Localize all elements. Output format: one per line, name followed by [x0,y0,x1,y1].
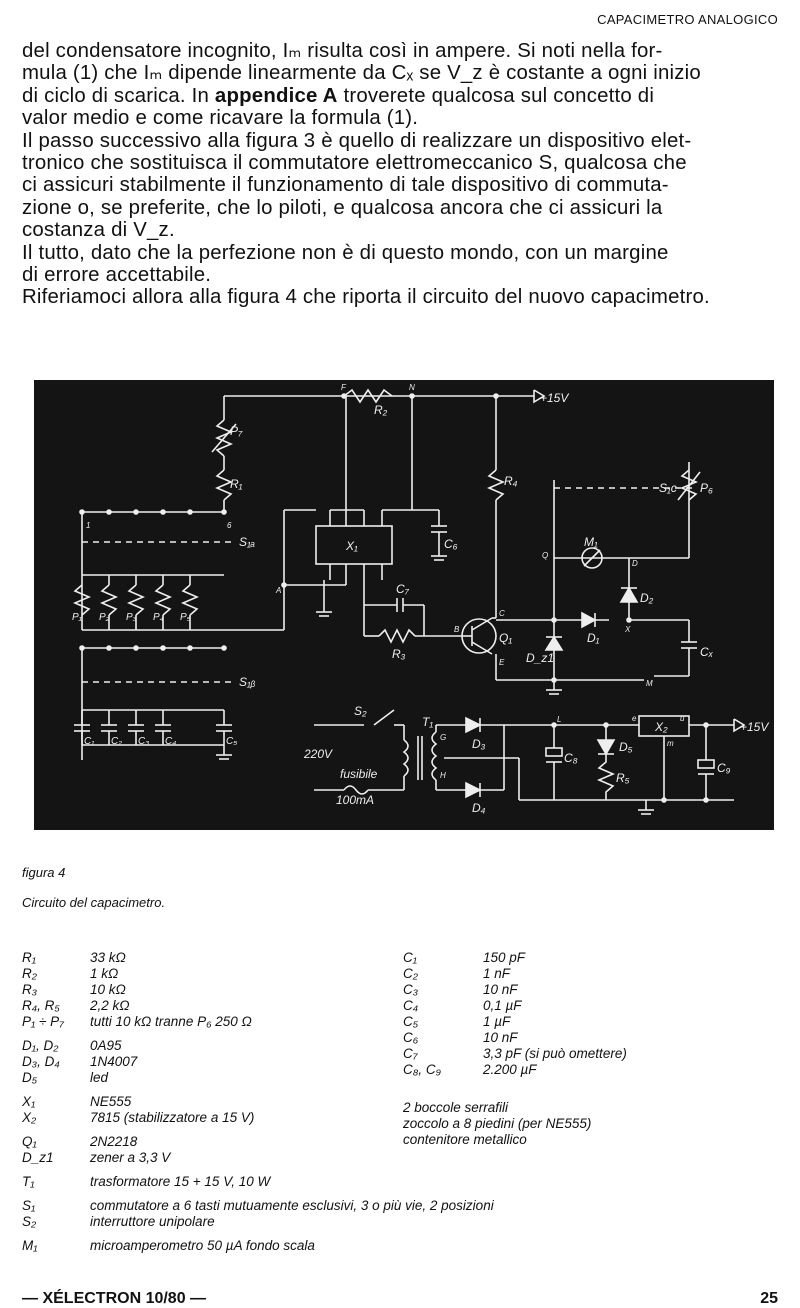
parts-list-row [22,1214,682,1230]
part-symbol: R₃ [22,982,38,997]
s1b-label: S₁ᵦ [239,675,256,689]
part-symbol [22,1190,90,1198]
c5-label: C₅ [226,736,238,747]
part-symbol: C₂ [403,966,418,981]
cx-label: Cₓ [700,645,714,659]
parts-list-row [403,950,793,966]
body-line: ci assicuri stabilmente il funzionamento di tale dispositivo di commuta- [22,174,669,197]
node-l: L [557,715,562,724]
part-symbol: C₇ [403,1046,418,1061]
part-symbol: C₄ [403,998,419,1013]
part-value: interruttore unipolare [90,1214,215,1229]
x2-label: X₂ [655,720,668,734]
part-symbol: D_z1 [22,1150,54,1165]
part-symbol [22,1126,90,1134]
body-line: di errore accettabile. [22,264,212,287]
m1-label: M₁ [584,535,598,549]
c3-label: C₃ [138,736,150,747]
part-value: 0,1 µF [483,998,522,1013]
part-value: 10 nF [483,982,518,997]
body-line: Il tutto, dato che la perfezione non è di questo mondo, con un margine [22,241,669,264]
node-b: B [454,625,460,634]
parts-list-row [22,1190,682,1198]
part-symbol: C₃ [403,982,419,997]
parts-list-row [22,1198,682,1214]
r3-label: R₃ [392,647,406,661]
node-m2: m [667,739,674,748]
node-n: N [409,383,415,392]
part-value: trasformatore 15 + 15 V, 10 W [90,1174,271,1189]
switch-pin-1: 1 [86,521,91,530]
part-symbol: C₁ [403,950,418,965]
part-symbol: R₄, R₅ [22,998,60,1013]
part-symbol [22,1230,90,1238]
body-line [22,85,780,107]
part-symbol: T₁ [22,1174,35,1189]
body-line: zione o, se preferite, che lo piloti, e qualcosa ancora che ci assicuri la [22,196,663,219]
q1-label: Q₁ [499,631,513,645]
part-value: 1 µF [483,1014,511,1029]
figure-caption: Circuito del capacimetro. [22,895,166,910]
part-symbol: R₂ [22,966,37,981]
mains-voltage-label: 220V [304,747,333,761]
body-line: valor medio e come ricavare la formula (1). [22,107,419,130]
p6-label: P₆ [700,481,713,495]
extra-item: contenitore metallico [403,1132,527,1147]
body-line: del condensatore incognito, Iₘ risulta così in ampere. Si noti nella for- [22,40,663,62]
fuse-value-label: 100mA [336,793,375,807]
parts-list-row [22,1166,682,1174]
part-value: led [90,1070,109,1085]
node-g: G [440,733,447,742]
node-u: u [680,714,685,723]
r2-label: R₂ [374,403,388,417]
x1-label: X₁ [346,539,358,553]
part-value: NE555 [90,1094,132,1109]
part-value: 1 kΩ [90,966,119,981]
body-line: Il passo successivo alla figura 3 è quello di realizzare un dispositivo elet- [22,129,692,152]
part-value: 2N2218 [90,1134,138,1149]
part-symbol [22,1030,90,1038]
parts-list-row [403,1062,793,1078]
part-symbol: C₆ [403,1030,419,1045]
d5-label: D₅ [619,740,633,754]
parts-list-row [22,1174,682,1190]
r5-label: R₅ [616,771,630,785]
s2-label: S₂ [354,704,367,718]
p2-label: P₂ [99,612,110,623]
part-value: tutti 10 kΩ tranne P₆ 250 Ω [90,1014,252,1029]
part-symbol: P₁ ÷ P₇ [22,1014,64,1029]
node-q: Q [542,551,549,560]
parts-list-row [22,1238,682,1254]
page-footer [22,1290,778,1308]
d2-label: D₂ [640,591,654,605]
c2-label: C₂ [111,736,123,747]
part-symbol: R₁ [22,950,37,965]
d3-label: D₃ [472,737,486,751]
d1-label: D₁ [587,631,600,645]
node-x: X [625,625,631,634]
body-line-end: troverete qualcosa sul concetto di [337,84,655,107]
part-symbol: X₁ [22,1094,36,1109]
parts-list-right [403,950,793,1078]
part-value: 150 pF [483,950,526,965]
figure-number: figura 4 [22,865,66,880]
part-symbol: D₁, D₂ [22,1038,59,1053]
switch-pin-6: 6 [227,521,232,530]
part-value: 10 nF [483,1030,518,1045]
appendix-reference: appendice A [214,84,338,107]
c8-label: C₈ [564,751,578,765]
extra-item: zoccolo a 8 piedini (per NE555) [403,1116,592,1131]
node-d: D [632,559,638,568]
part-value: commutatore a 6 tasti mutuamente esclusivi, 3 o più vie, 2 posizioni [90,1198,494,1213]
parts-extras [403,1100,793,1148]
part-value: 0A95 [90,1038,122,1053]
parts-list-row [403,1014,793,1030]
body-line: Riferiamoci allora alla figura 4 che riporta il circuito del nuovo capacimetro. [22,286,710,309]
r4-label: R₄ [504,474,518,488]
part-symbol [22,1086,90,1094]
body-line: mula (1) che Iₘ dipende linearmente da Cₓ se V_z è costante a ogni inizio [22,62,701,85]
part-symbol: X₂ [22,1110,37,1125]
p1-label: P₁ [72,612,82,623]
d4-label: D₄ [472,801,486,815]
c1-label: C₁ [84,736,95,747]
c4-label: C₄ [165,736,177,747]
p3-label: P₃ [126,612,137,623]
node-f: F [341,383,346,392]
t1-label: T₁ [422,715,434,729]
part-value: 10 kΩ [90,982,126,997]
part-symbol: Q₁ [22,1134,37,1149]
part-symbol: S₁ [22,1198,36,1213]
node-e2: e [632,714,637,723]
parts-list-row [22,1230,682,1238]
supply-label-bottom: +15V [740,720,769,734]
parts-list-row [22,1086,682,1094]
body-line-start: di ciclo di scarica. In [22,84,215,107]
part-value: 33 kΩ [90,950,126,965]
parts-list-row [403,1046,793,1062]
parts-list-row [403,998,793,1014]
s1a-label: S₁ₐ [239,535,256,549]
node-c: C [499,609,505,618]
node-h: H [440,771,446,780]
part-value: 2,2 kΩ [90,998,130,1013]
part-symbol: M₁ [22,1238,38,1253]
part-value: zener a 3,3 V [90,1150,171,1165]
magazine-issue: — XÉLECTRON 10/80 — [22,1290,207,1307]
node-a: A [276,586,282,595]
part-symbol: C₈, C₉ [403,1062,442,1077]
section-title: CAPACIMETRO ANALOGICO [597,12,778,27]
p4-label: P₄ [153,612,164,623]
p5-label: P₅ [180,612,191,623]
r1-label: R₁ [230,477,243,491]
part-value: 7815 (stabilizzatore a 15 V) [90,1110,255,1125]
dz1-label: D_z1 [526,651,555,665]
fuse-label: fusibile [340,767,378,781]
c6-label: C₆ [444,537,458,551]
part-value: 3,3 pF (si può omettere) [483,1046,627,1061]
part-symbol: D₅ [22,1070,38,1085]
supply-label-top: +15V [540,391,569,405]
part-symbol: S₂ [22,1214,37,1229]
circuit-schematic [34,380,774,830]
c9-label: C₉ [717,761,731,775]
part-symbol: D₃, D₄ [22,1054,60,1069]
body-line: tronico che sostituisca il commutatore elettromeccanico S, qualcosa che [22,152,687,175]
part-symbol: C₅ [403,1014,419,1029]
parts-list-row [403,966,793,982]
part-symbol [22,1166,90,1174]
part-value: microamperometro 50 µA fondo scala [90,1238,315,1253]
part-value: 1 nF [483,966,511,981]
p7-label: P₇ [230,424,243,438]
part-value: 1N4007 [90,1054,138,1069]
parts-list-row [22,1150,682,1166]
s1c-label: S₁c [659,481,677,495]
parts-list-row [403,982,793,998]
parts-list-row [403,1030,793,1046]
page-number: 25 [760,1290,778,1307]
node-m: M [646,679,653,688]
extra-item: 2 boccole serrafili [403,1100,509,1115]
c7-label: C₇ [396,582,409,596]
body-line: costanza di V_z. [22,219,175,242]
article-body [22,40,780,309]
node-e: E [499,658,505,667]
part-value: 2.200 µF [483,1062,537,1077]
